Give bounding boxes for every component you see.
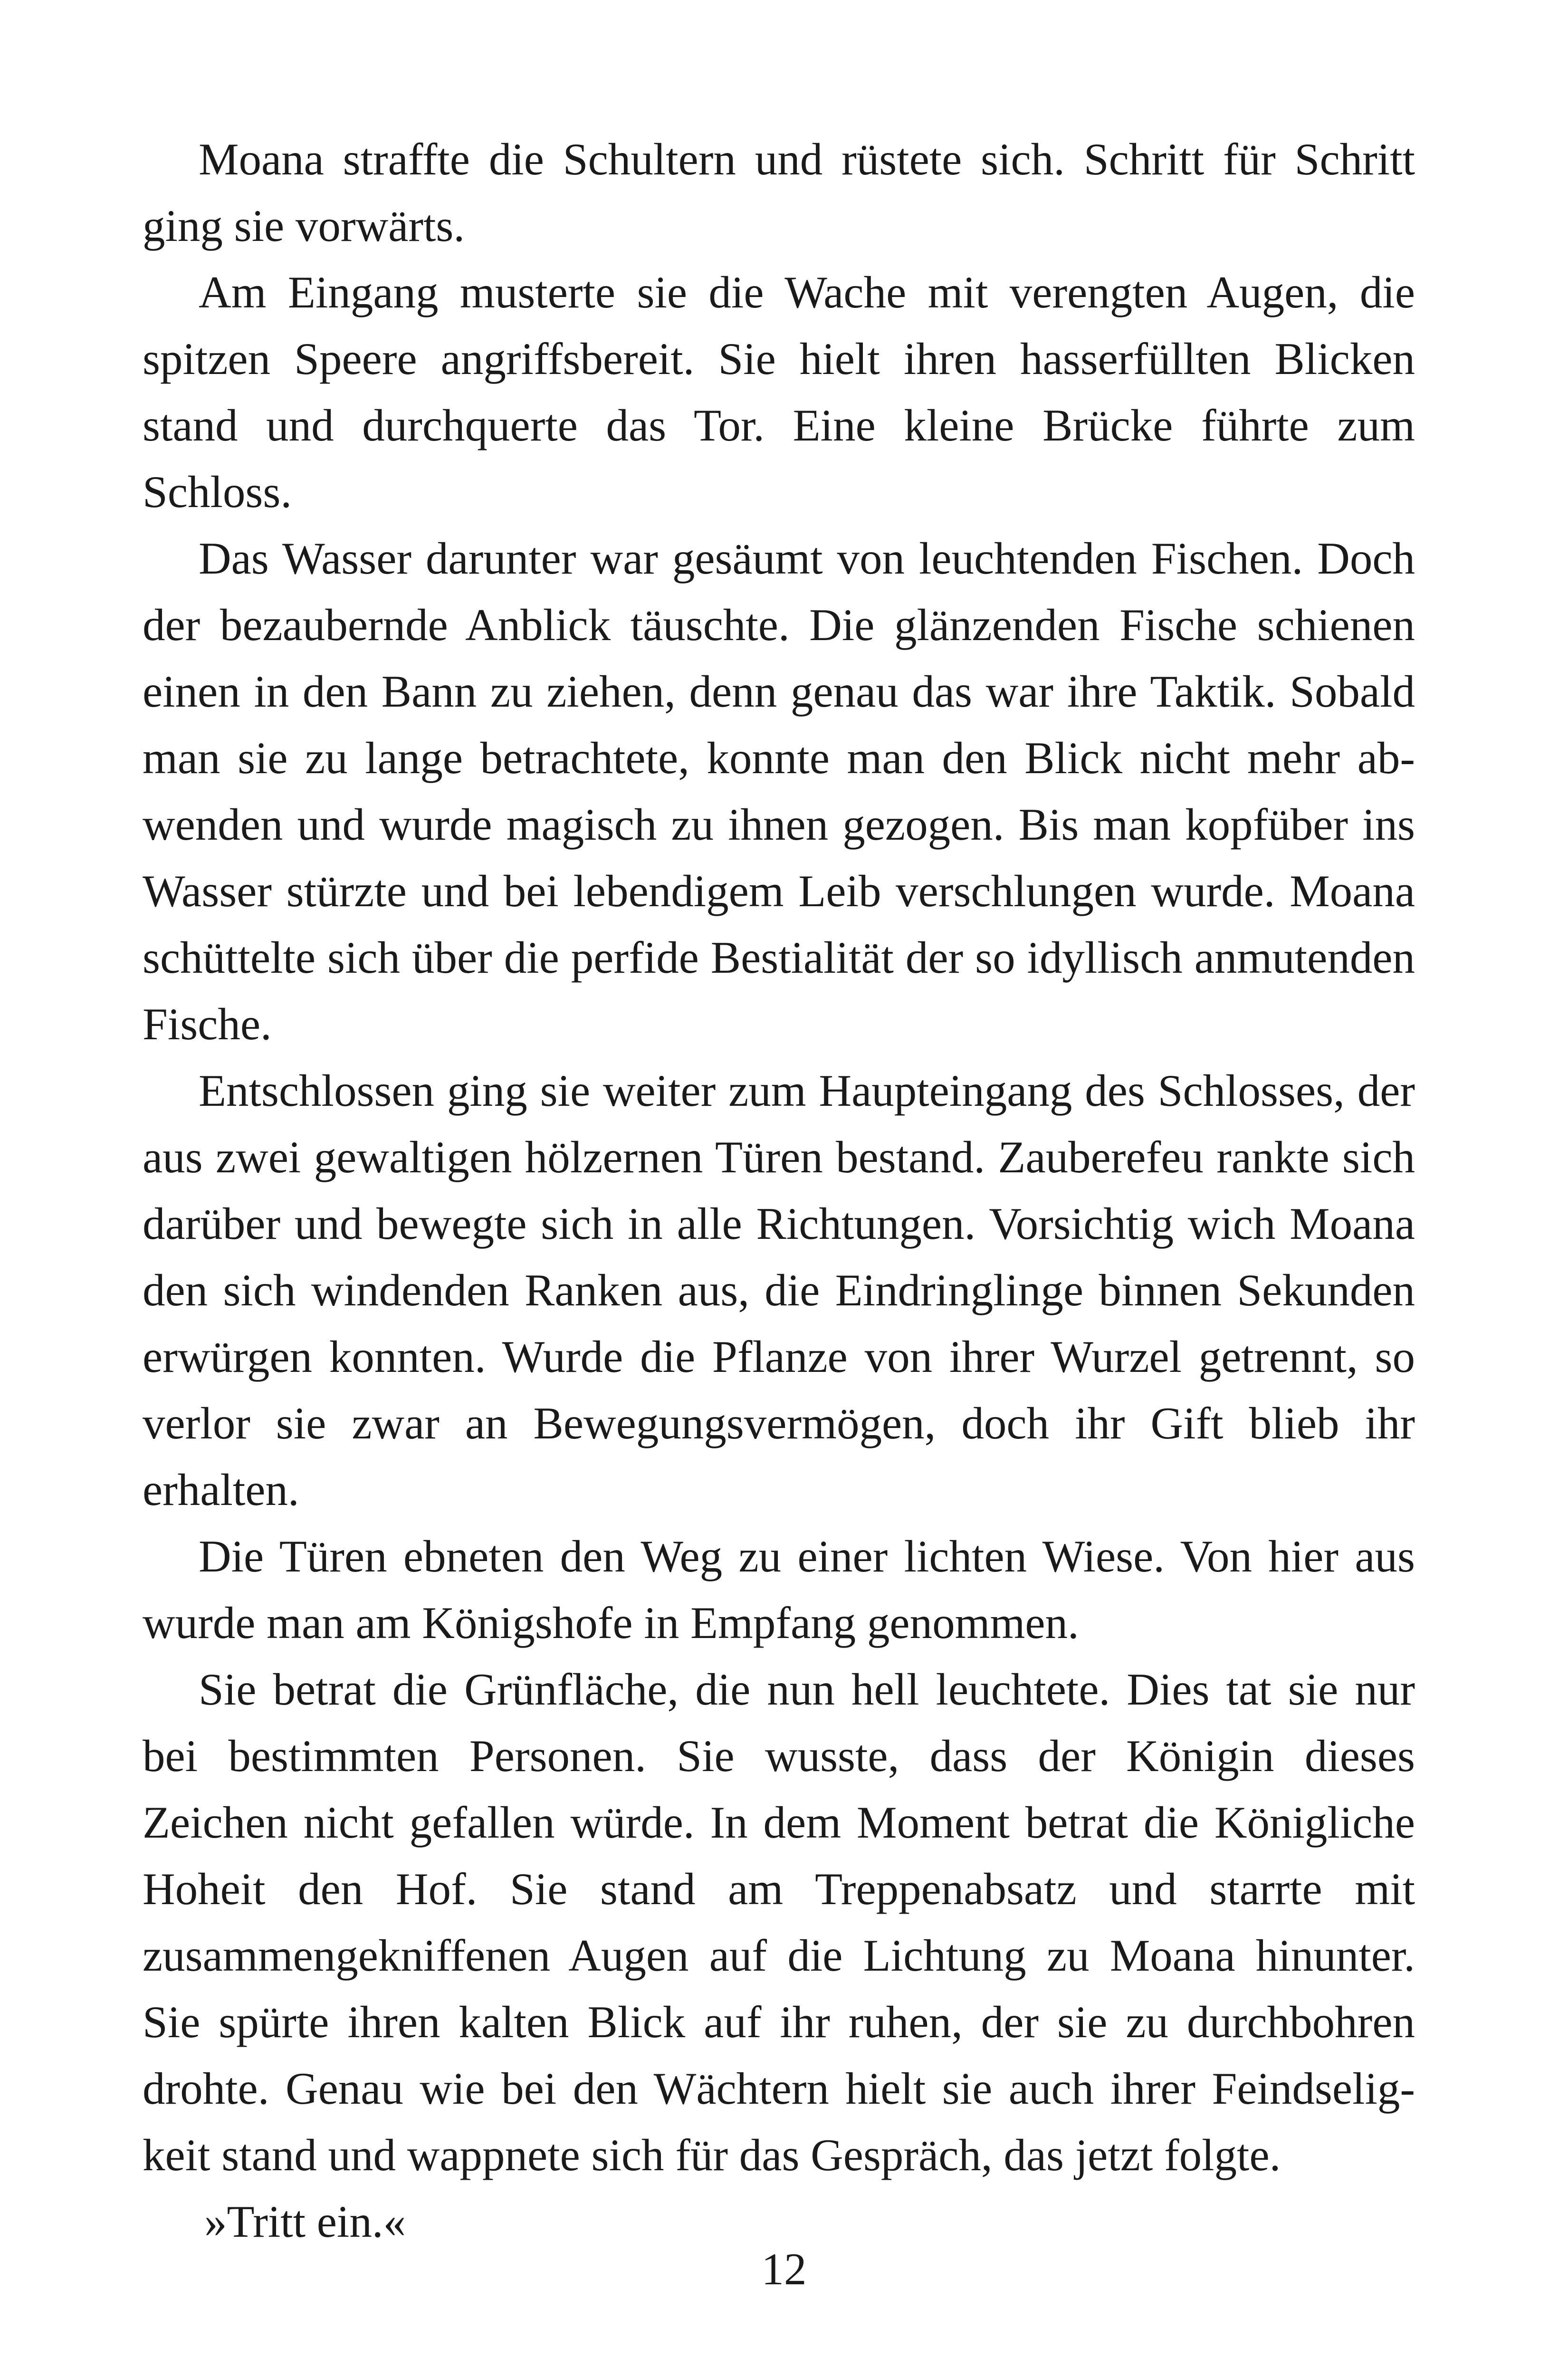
paragraph: Moana straffte die Schultern und rüstete sich. Schritt für Schritt ging sie vorwärts. [143,134,1415,251]
paragraph: Sie betrat die Grünfläche, die nun hell leuchtete. Dies tat sie nur bei bestimmten Personen. Sie wusste, dass der Königin dieses Zeichen nicht gefallen würde. In dem Moment betrat die Königliche Hoheit den Hof. Sie stand am Treppenabsatz und starrte mit zusammengekniffenen Augen auf die Lichtung zu Moana hinunter. Sie spürte ihren kalten Blick auf ihr ruhen, der sie zu durchbohren drohte. Genau wie bei den Wächtern hielt sie auch ihrer Feindseligkeit stand und wappnete sich für das Gespräch, das jetzt folgte. [143,1664,1415,2180]
paragraph: Die Türen ebneten den Weg zu einer lichten Wiese. Von hier aus wurde man am Königshofe in Empfang genommen. [143,1531,1415,1648]
page-number: 12 [761,2244,807,2294]
paragraph: Am Eingang musterte sie die Wache mit verengten Augen, die spitzen Speere angriffsbereit. Sie hielt ihren hasserfüllten Blicken stand und durchquerte das Tor. Eine kleine Brücke führte zum Schloss. [143,267,1415,517]
paragraph: Das Wasser darunter war gesäumt von leuchtenden Fischen. Doch der bezaubernde Anblick täuschte. Die glänzenden Fische schienen einen in den Bann zu ziehen, denn genau das war ihre Taktik. Sobald man sie zu lange betrachtete, konnte man den Blick nicht mehr abwenden und wurde magisch zu ihnen gezogen. Bis man kopfüber ins Wasser stürzte und bei lebendigem Leib verschlungen wurde. Moana schüttelte sich über die perfide Bestialität der so idyllisch anmutenden Fische. [143,533,1415,1049]
dialogue-line: »Tritt ein.« [204,2196,406,2247]
body-text [143,126,1415,2255]
paragraph: Entschlossen ging sie weiter zum Haupteingang des Schlosses, der aus zwei gewaltigen hölzernen Türen bestand. Zauberefeu rankte sich darüber und bewegte sich in alle Richtungen. Vorsichtig wich Moana den sich windenden Ranken aus, die Eindringlinge binnen Sekunden erwürgen konnten. Wurde die Pflanze von ihrer Wurzel getrennt, so verlor sie zwar an Bewegungsvermögen, doch ihr Gift blieb ihr erhalten. [143,1065,1415,1515]
